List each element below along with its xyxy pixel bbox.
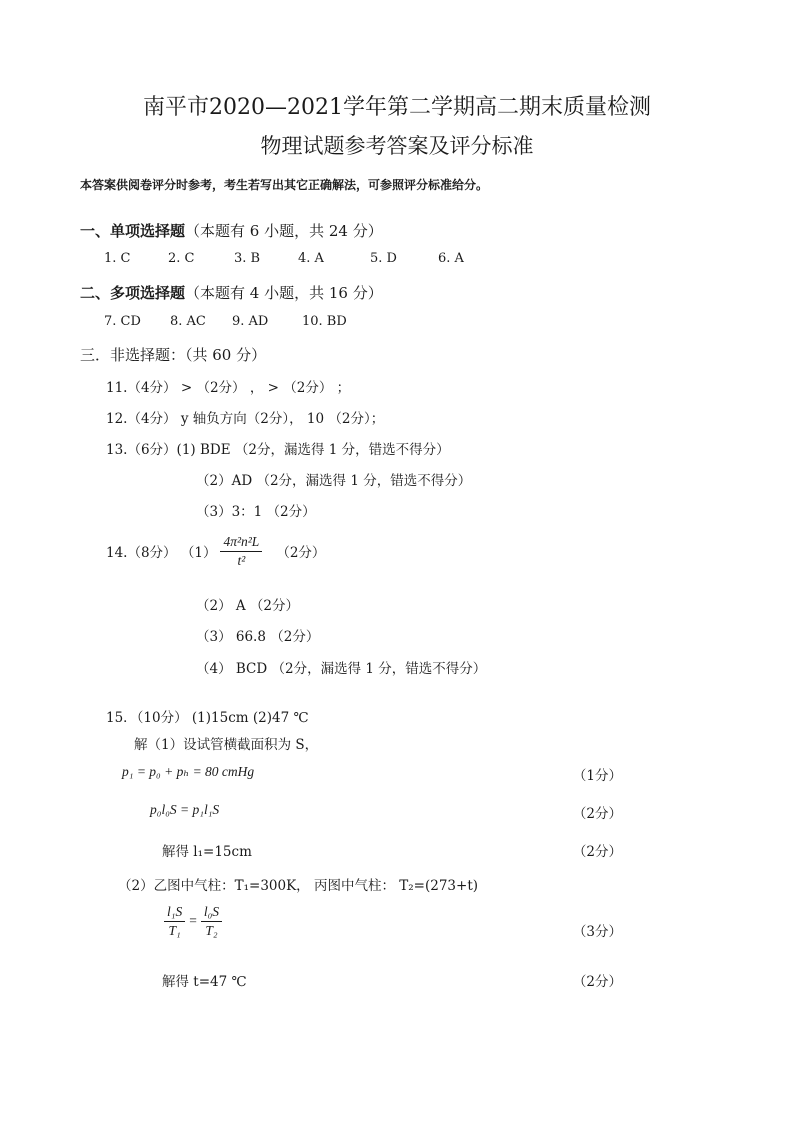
q15-equation4-score: （3分） (572, 924, 622, 940)
q15-equation1: p₁ = p₀ + pₕ = 80 cmHg (122, 764, 255, 779)
q15-result2: 解得 t=47 ℃ (162, 974, 247, 990)
q15-eq4-right-numerator: l₀S (201, 904, 222, 922)
q14-formula (220, 534, 262, 568)
q15-result2-score: （2分） (572, 974, 622, 990)
answer-3: 3. B (234, 251, 261, 266)
q14-line3: （3） 66.8 （2分） (196, 629, 320, 645)
q15-eq4-left-denominator: T₁ (168, 922, 181, 938)
section2-heading: 二、多项选择题 (80, 284, 186, 302)
q14-prefix: 14.（8分） （1） (106, 545, 217, 562)
q15-summary: 15．（10分） (1)15cm (2)47 ℃ (106, 710, 309, 726)
section1-title (80, 220, 383, 241)
q15-eq4-left-fraction (164, 904, 185, 938)
q15-intro: 解（1）设试管横截面积为 S， (134, 737, 319, 753)
q14-line4: （4） BCD （2分，漏选得 1 分，错选不得分） (196, 661, 487, 677)
q15-equation4 (160, 904, 226, 938)
q12-answer: 12.（4分） y 轴负方向（2分）， 10 （2分）； (106, 411, 385, 427)
q11-answer: 11.（4分） > （2分） ， > （2分） ； (106, 380, 351, 396)
grading-note: 本答案供阅卷评分时参考，考生若写出其它正确解法，可参照评分标准给分。 (80, 178, 489, 192)
answer-9: 9. AD (232, 314, 269, 329)
q15-eq4-left-numerator: l₁S (164, 904, 185, 922)
q15-eq4-right-denominator: T₂ (205, 922, 218, 938)
q15-eq4-right-fraction (201, 904, 222, 938)
q15-equation2-score: （2分） (572, 806, 622, 822)
q14-score1: （2分） (276, 545, 326, 562)
answer-5: 5. D (370, 251, 397, 266)
q15-result1: 解得 l₁=15cm (162, 844, 252, 860)
answer-7: 7. CD (104, 314, 141, 329)
q13-line2: （2）AD （2分，漏选得 1 分，错选不得分） (196, 473, 472, 489)
q13-line3: （3）3：1 （2分） (196, 504, 316, 520)
q14-line2: （2） A （2分） (196, 598, 300, 614)
section2-title (80, 282, 383, 303)
answer-8: 8. AC (170, 314, 206, 329)
section3-heading: 三．非选择题：（共 60 分） (80, 346, 267, 364)
q15-result1-score: （2分） (572, 844, 622, 860)
q15-equation2: p₀l₀S = p₁l₁S (150, 802, 220, 817)
q15-equation1-score: （1分） (572, 768, 622, 784)
q13-line1: 13.（6分）(1) BDE （2分，漏选得 1 分，错选不得分） (106, 442, 450, 458)
answer-6: 6. A (438, 251, 464, 266)
page-title: 南平市2020—2021学年第二学期高二期末质量检测 (143, 95, 651, 120)
section1-heading: 一、单项选择题 (80, 222, 186, 240)
q15-part2: （2）乙图中气柱：T₁=300K， 丙图中气柱： T₂=(273+t) (118, 878, 479, 894)
q14-formula-denominator: t² (237, 552, 246, 568)
page-subtitle: 物理试题参考答案及评分标准 (260, 134, 534, 158)
section2-info: （本题有 4 小题，共 16 分） (185, 284, 383, 302)
answer-4: 4. A (298, 251, 324, 266)
section1-info: （本题有 6 小题，共 24 分） (185, 222, 383, 240)
answer-2: 2. C (168, 251, 195, 266)
answer-10: 10. BD (302, 314, 347, 329)
q14-line1 (106, 534, 325, 568)
q15-eq4-equals: = (189, 913, 197, 929)
answer-1: 1. C (104, 251, 131, 266)
q14-formula-numerator: 4π²n²L (220, 534, 262, 552)
